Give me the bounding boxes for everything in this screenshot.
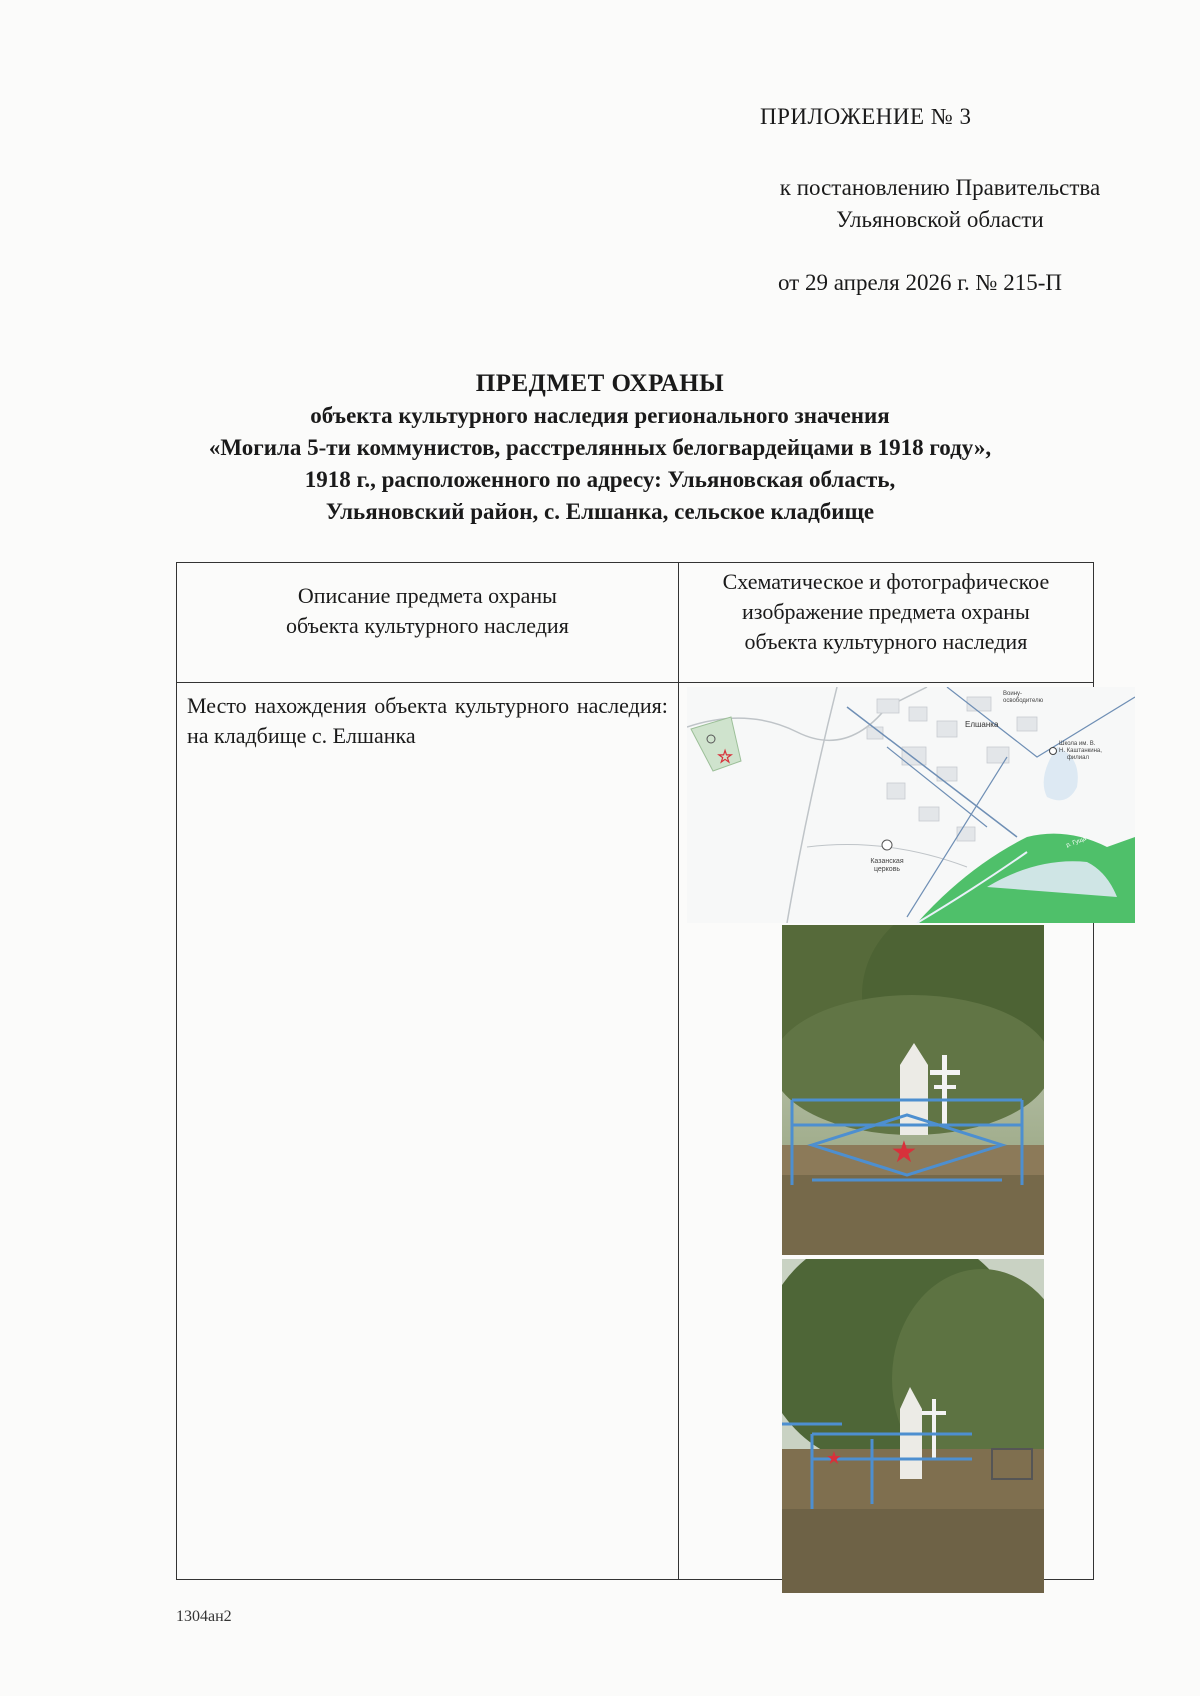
col2-header-line2: изображение предмета охраны: [742, 599, 1030, 624]
table-header-row: [177, 563, 1094, 683]
col2-header-line3: объекта культурного наследия: [744, 629, 1028, 654]
red-star-icon: ★: [890, 1136, 918, 1169]
table-row: [177, 683, 1094, 1580]
appendix-subtitle-line2: Ульяновской области: [836, 207, 1044, 232]
star-marker-icon: ★: [717, 749, 732, 766]
heading-line-5: Ульяновский район, с. Елшанка, сельское кладбище: [325, 499, 875, 524]
memorial-label-2: освободителю: [1002, 698, 1043, 704]
school-icon: [1049, 748, 1056, 755]
memorial-label: Воину-: [1002, 691, 1022, 697]
heading-title: ПРЕДМЕТ ОХРАНЫ: [475, 370, 725, 397]
footer-code: 1304ан2: [176, 1608, 232, 1625]
school-label: Школа им. В.: [1058, 741, 1096, 747]
village-label: Елшанка: [964, 720, 999, 729]
column-header-description: [177, 563, 679, 683]
heading-line-2: объекта культурного наследия регионального значения: [310, 403, 890, 428]
location-map: [687, 687, 1135, 923]
col2-header-line1: Схематическое и фотографическое: [722, 569, 1050, 594]
appendix-date: от 29 апреля 2026 г. № 215-П: [777, 270, 1063, 295]
grave-photo-2: [782, 1259, 1044, 1593]
appendix-subtitle: [720, 172, 1160, 236]
school-label-3: филиал: [1066, 755, 1089, 761]
river-label: р. Гуща: [1065, 836, 1088, 849]
images-cell: [678, 683, 1102, 1580]
church-icon: [882, 840, 892, 850]
protection-table: [176, 562, 1102, 1580]
svg-text:★: ★: [825, 1448, 842, 1468]
school-label-2: Н. Каштанкина,: [1058, 748, 1102, 754]
grave-photo-1: [782, 925, 1044, 1255]
col1-header-line2: объекта культурного наследия: [285, 613, 569, 638]
appendix-subtitle-line1: к постановлению Правительства: [779, 175, 1101, 200]
document-heading: [150, 368, 1050, 528]
appendix-title: ПРИЛОЖЕНИЕ № 3: [760, 104, 972, 129]
heading-line-3: «Могила 5-ти коммунистов, расстрелянных белогвардейцами в 1918 году»,: [208, 435, 992, 460]
heading-line-4: 1918 г., расположенного по адресу: Ульяновская область,: [304, 467, 896, 492]
description-cell: Место нахождения объекта культурного наследия: на кладбище с. Елшанка: [177, 683, 679, 1580]
church-label: Казанская: [870, 858, 904, 865]
church-label-2: церковь: [873, 866, 900, 873]
col1-header-line1: Описание предмета охраны: [297, 583, 557, 608]
column-header-images: [678, 563, 1093, 683]
